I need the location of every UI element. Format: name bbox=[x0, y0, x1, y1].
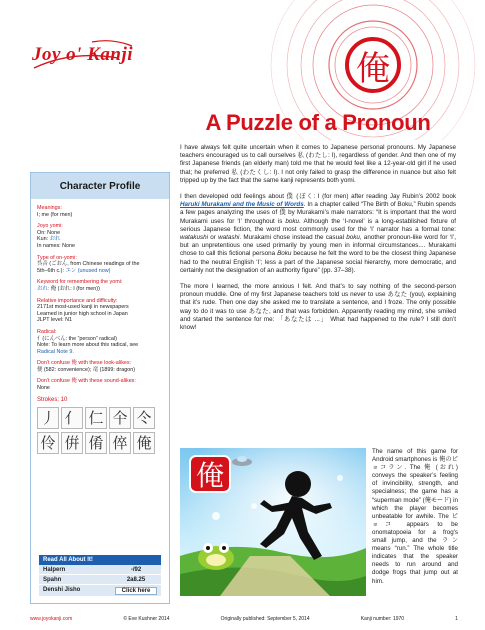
reference-name: Halpern bbox=[43, 566, 66, 573]
p2-italic: Boku bbox=[277, 250, 292, 258]
reference-row-denshi-jisho bbox=[39, 585, 161, 597]
stroke-cell: 倅 bbox=[109, 432, 131, 454]
stroke-cell: 倂 bbox=[61, 432, 83, 454]
relative-line-1: 2171st most-used kanji in newspapers bbox=[37, 304, 129, 311]
meanings-value: I; me (for men) bbox=[37, 211, 73, 218]
strokes-label: Strokes: 10 bbox=[37, 396, 68, 403]
game-illustration bbox=[180, 448, 366, 596]
paragraph-1: I have always felt quite uncertain when it comes to Japanese personal pronouns. My Japanese teachers encouraged us to call ourselves 私 (わたし: I), regardless of gender. And then one of my first Japanese friends (an elderly man) told me that he would feel like a 12-year-old girl if he used that; he preferred 私 (わたくし: I). I not only failed to grasp the difference in nuance but also felt tripped up by the fact that the same kanji represents both yomi. bbox=[180, 144, 456, 184]
stroke-cell: 俺 bbox=[133, 432, 155, 454]
published-date: Originally published: September 5, 2014 bbox=[220, 616, 310, 622]
p2-text: . Although the ‘I-novel’ is a long-established fixture of serious Japanese fiction, the word most commonly used for the ‘I’ narrator has a formal tone: bbox=[180, 217, 456, 233]
page-footer bbox=[30, 616, 458, 622]
p2-italic: watakushi bbox=[180, 234, 209, 242]
relative-line-2: Learned in junior high school in Japan bbox=[37, 310, 128, 317]
sound-alikes-label: Don’t confuse 俺 with these sound-alikes: bbox=[37, 378, 136, 385]
p2-italic: boku bbox=[285, 217, 300, 225]
keyword-section bbox=[37, 279, 164, 292]
game-kanji-label: 俺 bbox=[195, 459, 225, 492]
relative-importance-section bbox=[37, 298, 164, 324]
kun-yomi-line bbox=[37, 236, 164, 243]
page-number: 1 bbox=[455, 616, 458, 622]
radical-note-link[interactable]: Radical Note 9. bbox=[37, 348, 74, 355]
paragraph-2 bbox=[180, 193, 456, 275]
stroke-order-grid bbox=[37, 407, 164, 454]
stroke-cell: 仐 bbox=[109, 407, 131, 429]
page-title: A Puzzle of a Pronoun bbox=[205, 110, 431, 135]
reference-name: Denshi Jisho bbox=[43, 586, 81, 593]
p2-text: or bbox=[208, 234, 219, 242]
type-line-2-value: エン (unused now) bbox=[65, 267, 111, 274]
article-body bbox=[180, 144, 456, 340]
type-of-on-yomi-section bbox=[37, 255, 164, 275]
stroke-cell: 仒 bbox=[133, 407, 155, 429]
reference-value: 2a8.25 bbox=[126, 576, 146, 583]
joy-o-kanji-logo[interactable] bbox=[32, 38, 152, 70]
game-screenshot-image bbox=[180, 448, 366, 596]
sound-alikes-section bbox=[37, 378, 164, 391]
featured-kanji: 俺 bbox=[345, 37, 401, 93]
joyo-yomi-section bbox=[37, 223, 164, 249]
kanji-number: Kanji number: 1970 bbox=[360, 616, 405, 622]
denshi-jisho-link[interactable]: Click here bbox=[115, 587, 157, 595]
relative-importance-label: Relative importance and difficulty: bbox=[37, 297, 118, 304]
copyright: © Eve Kushner 2014 bbox=[123, 616, 170, 622]
stroke-cell: 丿 bbox=[37, 407, 59, 429]
p2-text: I then developed odd feelings about 僕 (ぼく: I (for men) after reading Jay Rubin’s 2002 book bbox=[180, 193, 456, 201]
meanings-label: Meanings: bbox=[37, 205, 62, 211]
keyword-prefix: おれ: bbox=[37, 285, 51, 292]
stroke-cell: 仁 bbox=[85, 407, 107, 429]
type-line-2-prefix: 5th–6th c.): bbox=[37, 267, 66, 274]
sound-alikes-line: None bbox=[37, 385, 50, 392]
p2-text: because he felt the word to be the closest thing Japanese had to the neutral English ‘I’; less a part of the Japanese social hierarchy, more democratic, and certainly not the designation of an authority figure” (pp. 37–38). bbox=[180, 250, 456, 274]
type-of-on-yomi-label: Type of on-yomi: bbox=[37, 254, 77, 261]
in-names-line: In names: None bbox=[37, 242, 76, 249]
kun-yomi-value: おれ bbox=[49, 236, 61, 243]
p2-text: . In a chapter called “The Birth of Boku,” Rubin spends a few pages analyzing the uses of 僕 by Murakami’s male narrators: “It is important that the word Murakami uses for ‘I’ throughout is bbox=[180, 201, 456, 225]
radical-line-1: 亻(にんべん: the “person” radical) bbox=[37, 335, 117, 342]
joyo-yomi-label: Joyo yomi: bbox=[37, 223, 63, 230]
p2-italic: boku bbox=[346, 234, 360, 242]
radical-section bbox=[37, 329, 164, 355]
type-line-2 bbox=[37, 268, 164, 275]
stroke-cell: 倄 bbox=[85, 432, 107, 454]
stroke-cell: 伶 bbox=[37, 432, 59, 454]
character-profile-sidebar bbox=[30, 172, 170, 604]
radical-line-2: Note: To learn more about this radical, see bbox=[37, 342, 139, 349]
keyword-line bbox=[37, 286, 164, 293]
game-caption: The name of this game for Android smartphones is 俺のピョコラン. The 俺 (おれ) conveys the speaker’s feeling of invincibility, strength, and specialness; the game has a “superman mode” (俺モード) in which the player becomes unbeatable for awhile. The ピョコ appears to be onomatopoeia for a frog’s small jump, and the ラン means “run.” The whole title indicates that the speaker needs to run around and dodge frogs that jump out at him. bbox=[372, 448, 458, 585]
radical-label: Radical: bbox=[37, 328, 57, 335]
reference-value: -/92 bbox=[130, 566, 142, 573]
meanings-section bbox=[37, 205, 164, 218]
logo-text: Joy o' Kanji bbox=[32, 44, 134, 65]
site-url-link[interactable]: www.joyokanji.com bbox=[30, 616, 73, 622]
look-alikes-section bbox=[37, 360, 164, 373]
on-yomi-line: On: None bbox=[37, 229, 61, 236]
reference-row-halpern bbox=[39, 565, 161, 575]
keyword-value: 俺 (おれ: I (for men)) bbox=[50, 285, 100, 292]
p2-italic: watashi bbox=[218, 234, 240, 242]
p2-text: , another pronoun-like word for ‘I’, but an unpretentious one used primarily by young men in informal circumstances.... Murakami chose to call this fictional persona bbox=[180, 234, 456, 258]
read-all-heading: Read All About It! bbox=[39, 555, 161, 565]
reference-row-spahn bbox=[39, 575, 161, 585]
stroke-cell: 亻 bbox=[61, 407, 83, 429]
keyword-label: Keyword for remembering the yomi: bbox=[37, 279, 123, 286]
character-profile-heading: Character Profile bbox=[31, 173, 169, 199]
kun-prefix: Kun: bbox=[37, 236, 50, 243]
book-title-link[interactable]: Haruki Murakami and the Music of Words bbox=[180, 201, 304, 209]
read-all-about-it-box bbox=[39, 555, 161, 597]
reference-name: Spahn bbox=[43, 576, 62, 583]
look-alikes-line: 便 (582: convenience); 竜 (1899: dragon) bbox=[37, 366, 135, 373]
paragraph-3: The more I learned, the more anxious I felt. And that’s to say nothing of the second-person pronoun muddle. One of my first Japanese teachers told us never to use あなた (you), explaining that it’s rude. Then one day she asked me to translate a sentence, and I froze. The only possible way to do it was to use あなた, and that was forbidden. Apparently reading my mind, she smiled and started the sentence for me: 「あなたは ...」 What had happened to the rule? I still don’t know! bbox=[180, 283, 456, 332]
look-alikes-label: Don’t confuse 俺 with these look-alikes: bbox=[37, 360, 132, 367]
p2-text: . Murakami chose instead the casual bbox=[239, 234, 347, 242]
type-line-1: 呉音 (ごおん, from Chinese readings of the bbox=[37, 261, 140, 268]
relative-line-3: JLPT level: N1 bbox=[37, 317, 72, 324]
